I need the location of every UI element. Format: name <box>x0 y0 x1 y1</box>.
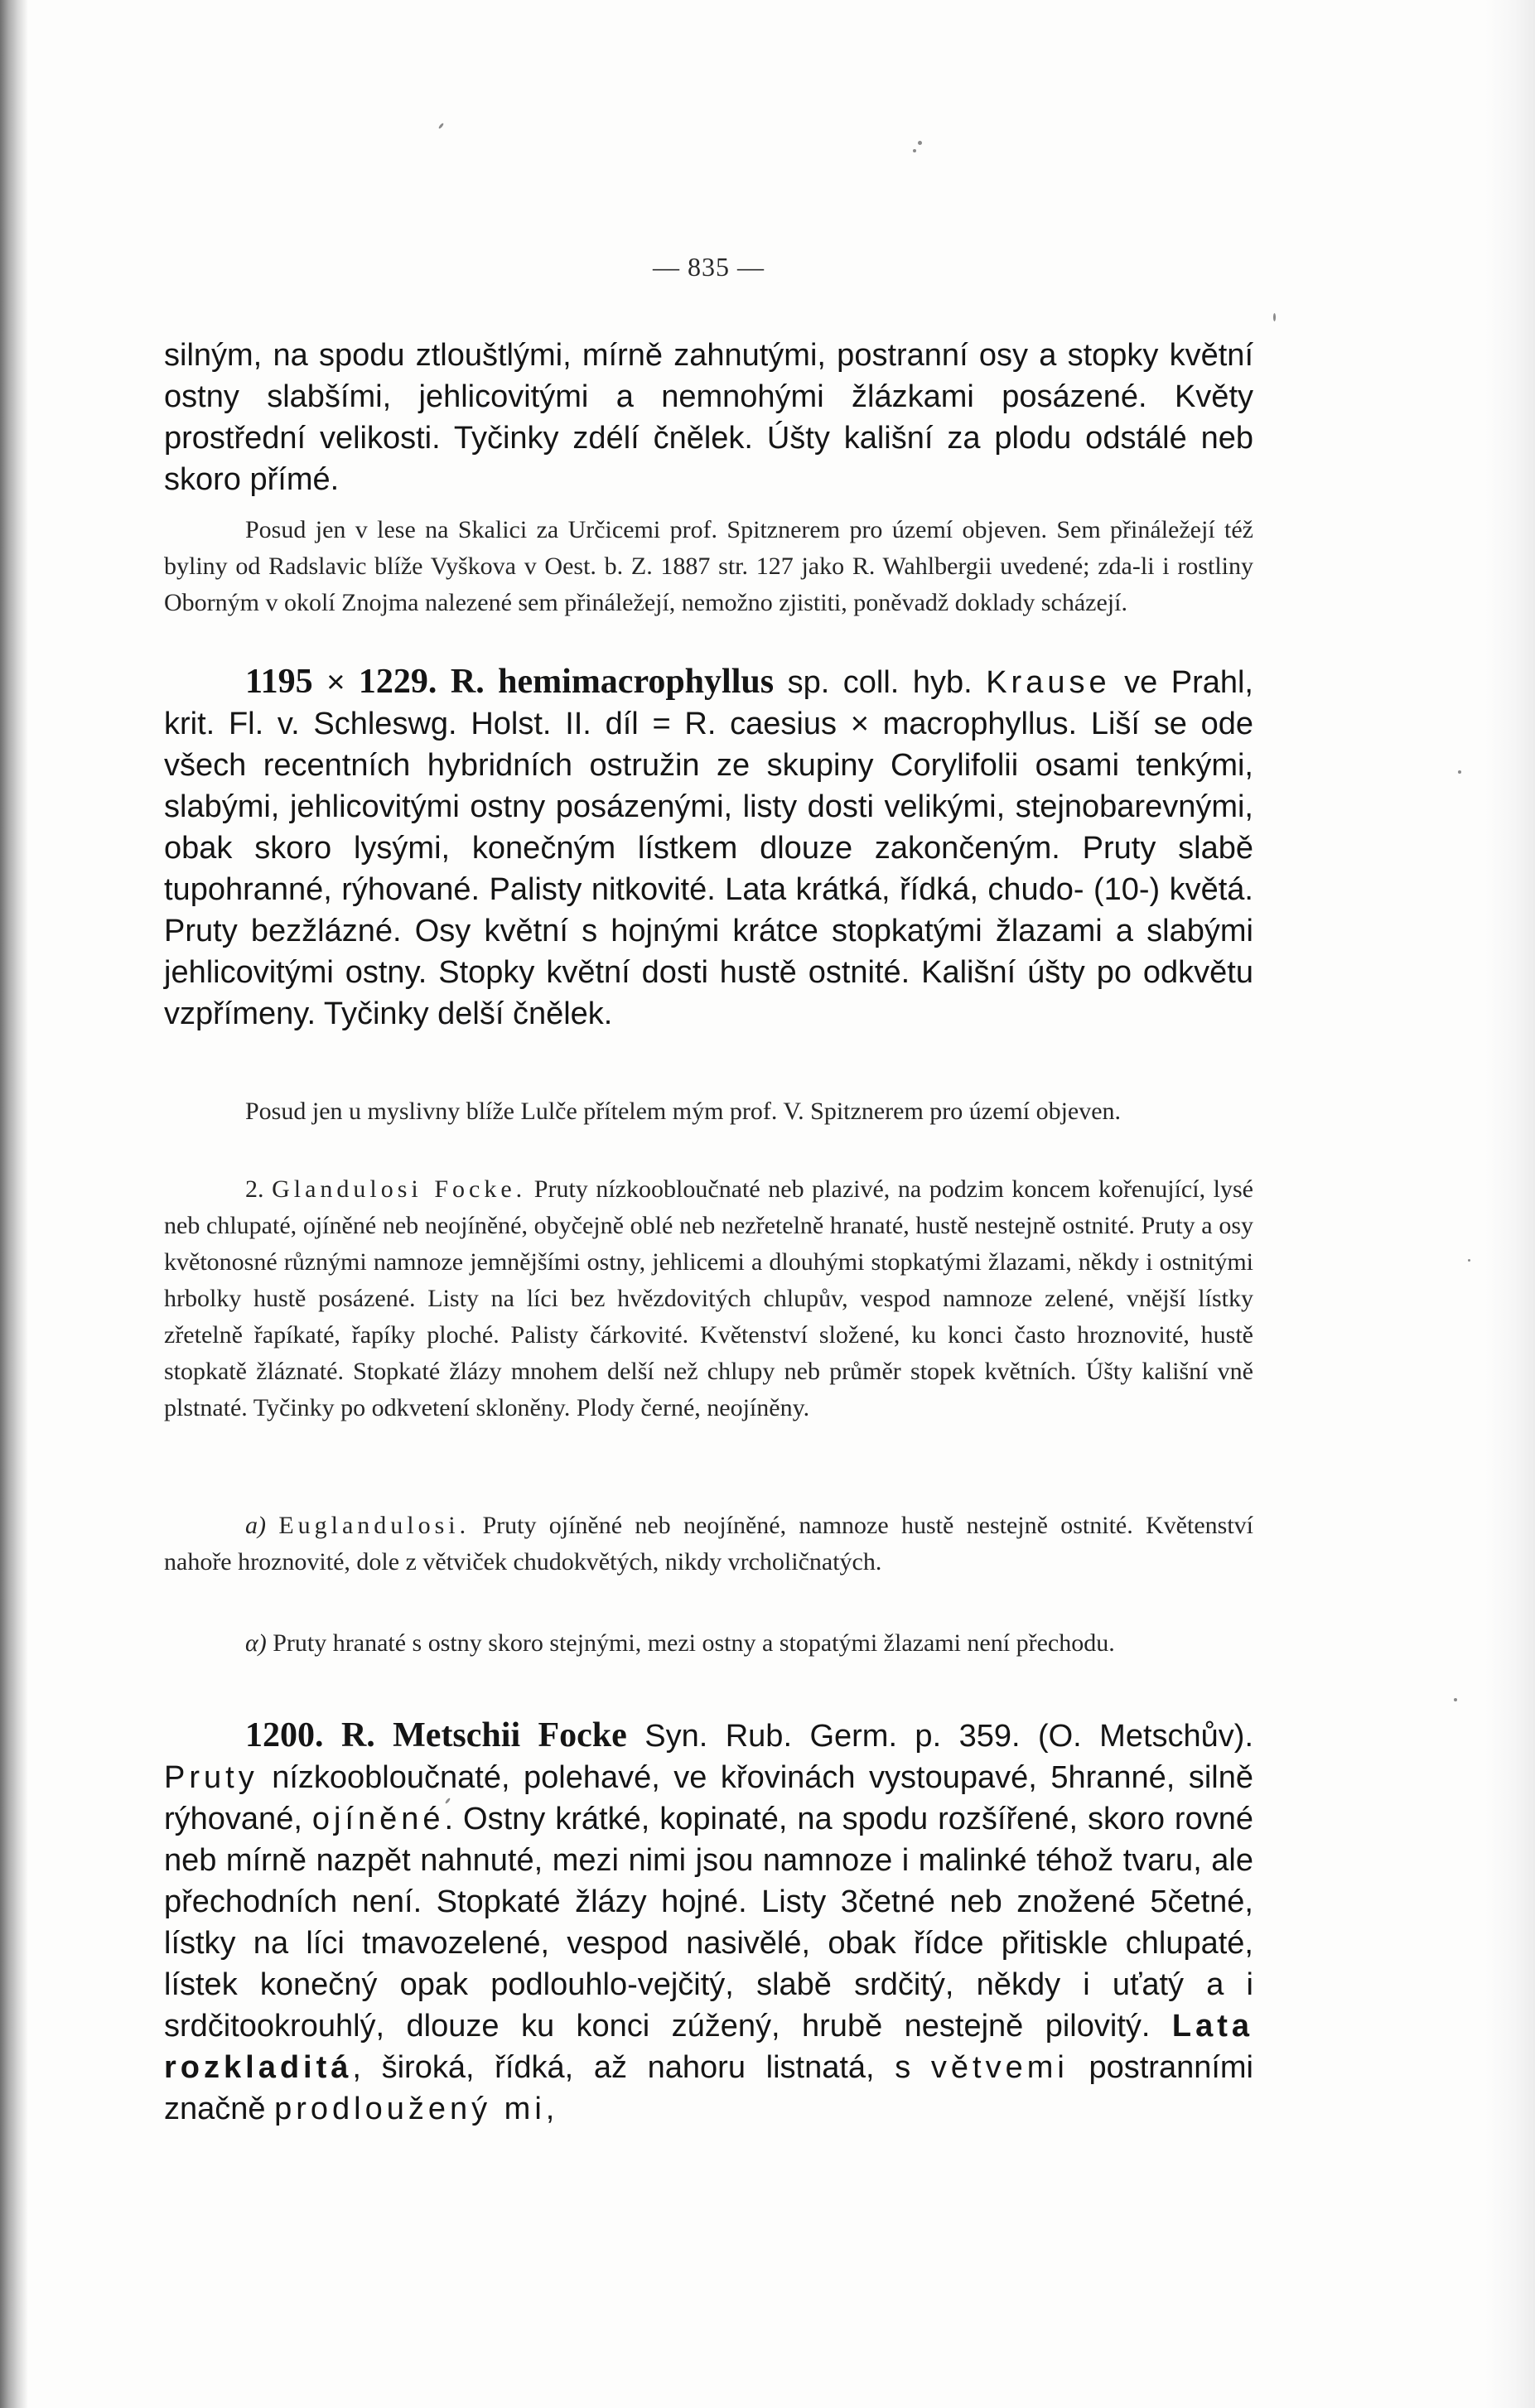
species-author: Krause <box>986 665 1111 700</box>
scan-speck <box>1273 313 1276 321</box>
scan-speck <box>1454 1698 1457 1701</box>
entry-1200-number: 1200. <box>245 1716 324 1754</box>
alpha-label: α) <box>245 1629 267 1657</box>
entry-1200-text-3: , široká, řídká, až nahoru listnatá, s <box>352 2050 931 2085</box>
intro-section <box>164 335 1253 500</box>
scan-speck <box>913 149 916 152</box>
scan-speck <box>918 141 922 145</box>
hybrid-cross-symbol: × <box>326 665 345 700</box>
section-alpha <box>164 1625 1253 1662</box>
group-number: 2. <box>245 1175 264 1203</box>
spaced-word-vetvemi: větvemi <box>930 2050 1069 2085</box>
spaced-word-lata: Lata rozkladitá <box>164 2009 1253 2085</box>
group-glandulosi <box>164 1171 1253 1426</box>
spaced-word-ojinene: ojíněné <box>311 1802 445 1836</box>
intro-note: Posud jen v lese na Skalici za Určicemi prof. Spitznerem pro území objeven. Sem přináležejí též byliny od Radslavic blíže Vyškova v Oest. b. Z. 1887 str. 127 jako R. Wahlbergii uvedené; zda-li i rostliny Oborným v okolí Znojma nalezené sem přináležejí, nemožno zjistiti, poněvadž doklady scházejí. <box>164 516 1253 616</box>
entry-1195-description: ve Prahl, krit. Fl. v. Schleswg. Holst. II. díl = R. caesius × macrophyllus. Liší se ode všech recentních hybridních ostružin ze skupiny Corylifolii osami tenkými, slabými, jehlicovitými ostny posázenými, listy dosti velikými, stejnobarevnými, obak skoro lysými, konečným lístkem dlouze zakončeným. Pruty slabě tupohranné, rýhované. Palisty nitkovité. Lata krátká, řídká, chudo- (10-) květá. Pruty bezžlázné. Osy květní s hojnými krátce stopkatými žlazami a slabými jehlicovitými ostny. Stopky květní dosti hustě ostnité. Kališní úšty po odkvětu vzpřímeny. Tyčinky delší čnělek. <box>164 665 1253 1031</box>
euglandulosi-paragraph <box>164 1508 1253 1580</box>
entry-1200-paragraph <box>164 1715 1253 2130</box>
scan-speck <box>438 123 444 129</box>
group-title: Glandulosi Focke. <box>272 1175 527 1203</box>
spaced-word-pruty: Pruty <box>164 1760 258 1795</box>
subgroup-description: Pruty ojíněné neb neojíněné, namnoze hustě nestejně ostnité. Květenství nahoře hroznovité, dole z větviček chudokvětých, nikdy vrcholičnatých. <box>164 1512 1253 1576</box>
entry-1195-number: 1195 <box>245 663 313 701</box>
species-name: R. hemimacrophyllus <box>450 663 775 701</box>
scan-speck <box>1468 1259 1470 1262</box>
intro-note-section <box>164 512 1253 621</box>
entry-1200-text-4: postranními značně <box>164 2050 1253 2126</box>
entry-1200-reference: Syn. Rub. Germ. p. 359. (O. Metschův). <box>626 1719 1254 1754</box>
entry-1195-note-section <box>164 1093 1253 1130</box>
scan-speck <box>1458 770 1461 774</box>
entry-1195 <box>164 661 1253 1035</box>
entry-1195-paragraph <box>164 661 1253 1035</box>
glandulosi-paragraph <box>164 1171 1253 1426</box>
species-rank: sp. coll. hyb. <box>774 665 987 700</box>
alpha-paragraph <box>164 1625 1253 1662</box>
spaced-word-prodlouzenymi: prodloužený mi, <box>274 2092 559 2126</box>
entry-1200-species-name: R. Metschii Focke <box>340 1716 627 1754</box>
subgroup-title: Euglandulosi. <box>278 1512 471 1539</box>
page-number: — 835 — <box>653 252 765 282</box>
entry-1229-number: 1229. <box>358 663 437 701</box>
entry-1200-text-1: nízkoobloučnaté, polehavé, ve křovinách vystoupavé, 5hranné, silně rýhované, <box>164 1760 1253 1836</box>
subgroup-euglandulosi <box>164 1508 1253 1580</box>
binding-shadow <box>0 0 28 2408</box>
entry-1195-note: Posud jen u myslivny blíže Lulče přítelem mým prof. V. Spitznerem pro území objeven. <box>245 1098 1122 1125</box>
page-edge <box>1485 0 1535 2408</box>
group-description: Pruty nízkoobloučnaté neb plazivé, na podzim koncem kořenující, lysé neb chlupaté, ojíněné neb neojíněné, obyčejně oblé neb nezřetelně hranaté, hustě nestejně ostnité. Pruty a osy květonosné různými namnoze jemnějšími ostny, jehlicemi a dlouhými stopkatými žlazami, někdy i ostnitými hrbolky hustě posázené. Listy na líci bez hvězdovitých chlupův, vespod namnoze zelené, vnější lístky zřetelně řapíkaté, řapíky ploché. Palisty čárkovité. Květenství složené, ku konci často hroznovité, hustě stopkatě žláznaté. Stopkaté žlázy mnohem delší než chlupy neb průměr stopek květních. Úšty kališní vně plstnaté. Tyčinky po odkvetení skloněny. Plody černé, neojíněny. <box>164 1175 1253 1421</box>
intro-paragraph: silným, na spodu ztlouštlými, mírně zahnutými, postranní osy a stopky květní ostny slabšími, jehlicovitými a nemnohými žlázkami posázené. Květy prostřední velikosti. Tyčinky zdélí čnělek. Úšty kališní za plodu odstálé neb skoro přímé. <box>164 338 1253 497</box>
subgroup-label: a) <box>245 1512 266 1539</box>
entry-1200-text-2: . Ostny krátké, kopinaté, na spodu rozšířené, skoro rovné neb mírně nazpět nahnuté, mezi nimi jsou namnoze i malinké téhož tvaru, ale přechodních není. Stopkaté žlázy hojné. Listy 3četné neb znožené 5četné, lístky na líci tmavozelené, vespod nasivělé, obak řídce přitiskle chlupaté, lístek konečný opak podlouhlo-vejčitý, slabě srdčitý, někdy i uťatý a i srdčitookrouhlý, dlouze ku konci zúžený, hrubě nestejně pilovitý. <box>164 1802 1253 2044</box>
entry-1200 <box>164 1715 1253 2130</box>
alpha-description: Pruty hranaté s ostny skoro stejnými, mezi ostny a stopatými žlazami není přechodu. <box>266 1629 1115 1657</box>
